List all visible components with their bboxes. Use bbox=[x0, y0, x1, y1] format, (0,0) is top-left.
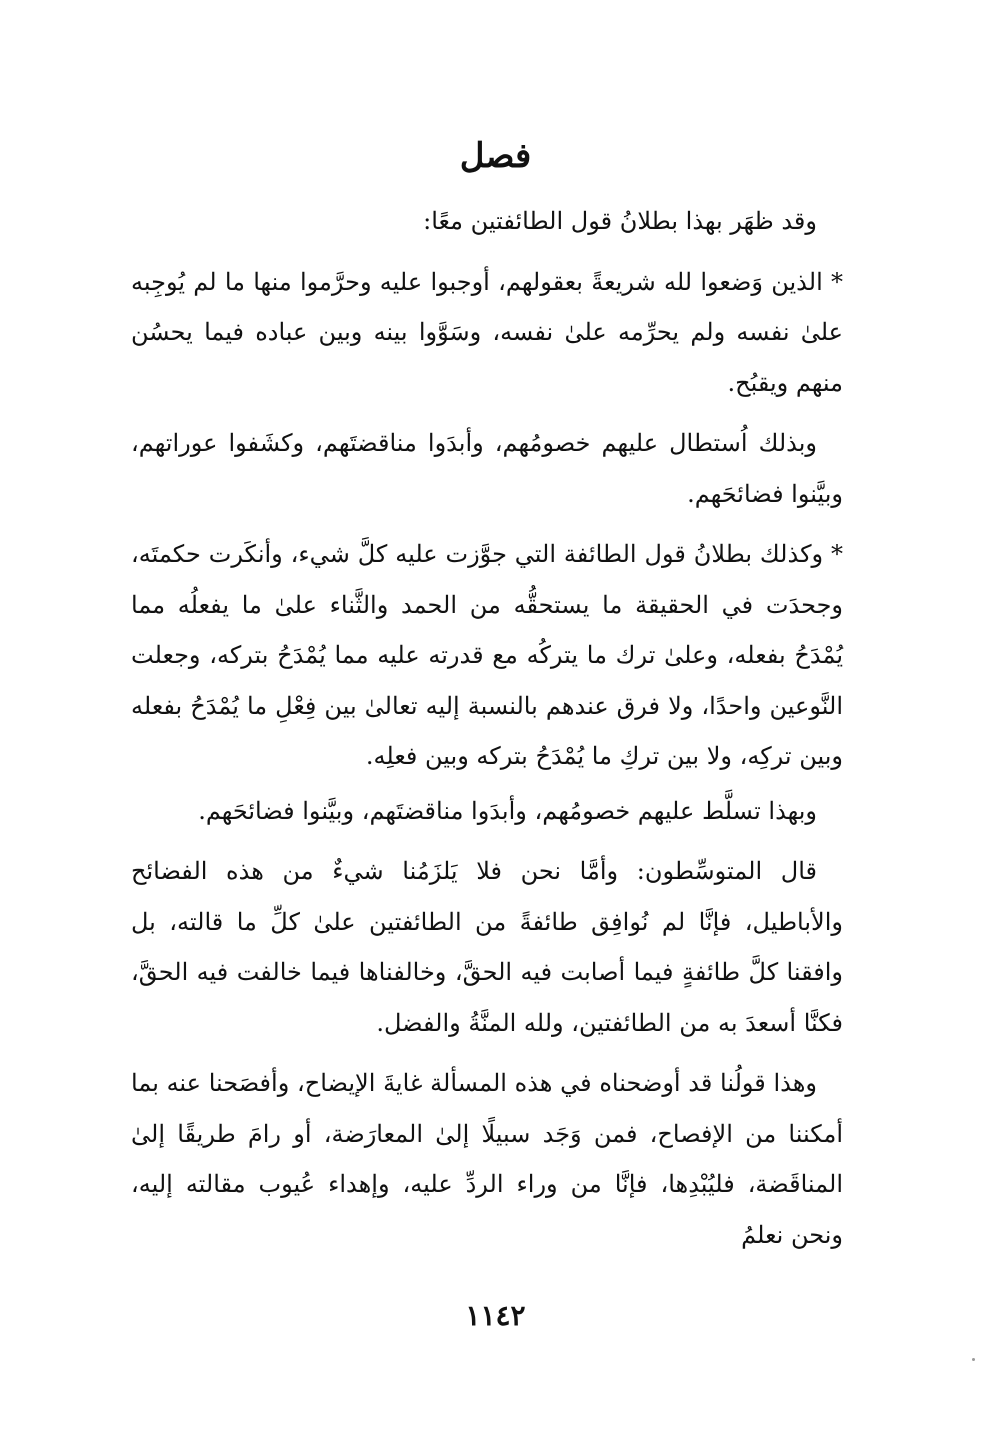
page-number: ١١٤٢ bbox=[465, 1299, 526, 1332]
section-title: فصل bbox=[459, 136, 532, 176]
body-text bbox=[131, 196, 843, 1270]
paragraph-middle-position: قال المتوسِّطون: وأمَّا نحن فلا يَلزَمُنا شيءٌ من هذه الفضائح والأباطيل، فإنَّا لم نُوافِق طائفةً من الطائفتين علىٰ كلِّ ما قالته، بل وافقنا كلَّ طائفةٍ فيما أصابت فيه الحقَّ، وخالفناها فيما خالفت فيه الحقَّ، فكنَّا أسعدَ به من الطائفتين، ولله المنَّةُ والفضل. bbox=[131, 857, 843, 1037]
paragraph-first-group-result: وبذلك اُستطال عليهم خصومُهم، وأبدَوا مناقضتَهم، وكشَفوا عوراتهم، وبيَّنوا فضائحَهم. bbox=[131, 429, 843, 508]
paragraph-second-group: * وكذلك بطلانُ قول الطائفة التي جوَّزت عليه كلَّ شيء، وأنكَرت حكمتَه، وجحدَت في الحقيقة ما يستحقُّه من الحمد والثَّناء علىٰ ما يفعلُه مما يُمْدَحُ بفعله، وعلىٰ ترك ما يتركُه مع قدرته عليه مما يُمْدَحُ بتركه، وجعلت النَّوعين واحدًا، ولا فرق عندهم بالنسبة إليه تعالىٰ بين فِعْلِ ما يُمْدَحُ بفعله وبين تركِه، ولا بين تركِ ما يُمْدَحُ بتركه وبين فعلِه. bbox=[131, 540, 843, 770]
paragraph-second-group-result: وبهذا تسلَّط عليهم خصومُهم، وأبدَوا مناقضتَهم، وبيَّنوا فضائحَهم. bbox=[198, 796, 817, 825]
paragraph-intro: وقد ظهَر بهذا بطلانُ قول الطائفتين معًا: bbox=[423, 207, 817, 235]
paragraph-conclusion: وهذا قولُنا قد أوضحناه في هذه المسألة غايةَ الإيضاح، وأفصَحنا عنه بما أمكننا من الإفصاح، فمن وَجَد سبيلًا إلىٰ المعارَضة، أو رامَ طريقًا إلىٰ المناقَضة، فليُبْدِها، فإنَّا من وراء الردِّ عليه، وإهداء عُيوب مقالته إليه، ونحن نعلمُ bbox=[131, 1069, 843, 1249]
paragraph-first-group: * الذين وَضعوا لله شريعةً بعقولهم، أوجبوا عليه وحرَّموا منها ما لم يُوجِبه علىٰ نفسه ولم يحرِّمه علىٰ نفسه، وسَوَّوا بينه وبين عباده فيما يحسُن منهم ويقبُح. bbox=[131, 267, 843, 397]
scan-speck bbox=[972, 1358, 975, 1361]
